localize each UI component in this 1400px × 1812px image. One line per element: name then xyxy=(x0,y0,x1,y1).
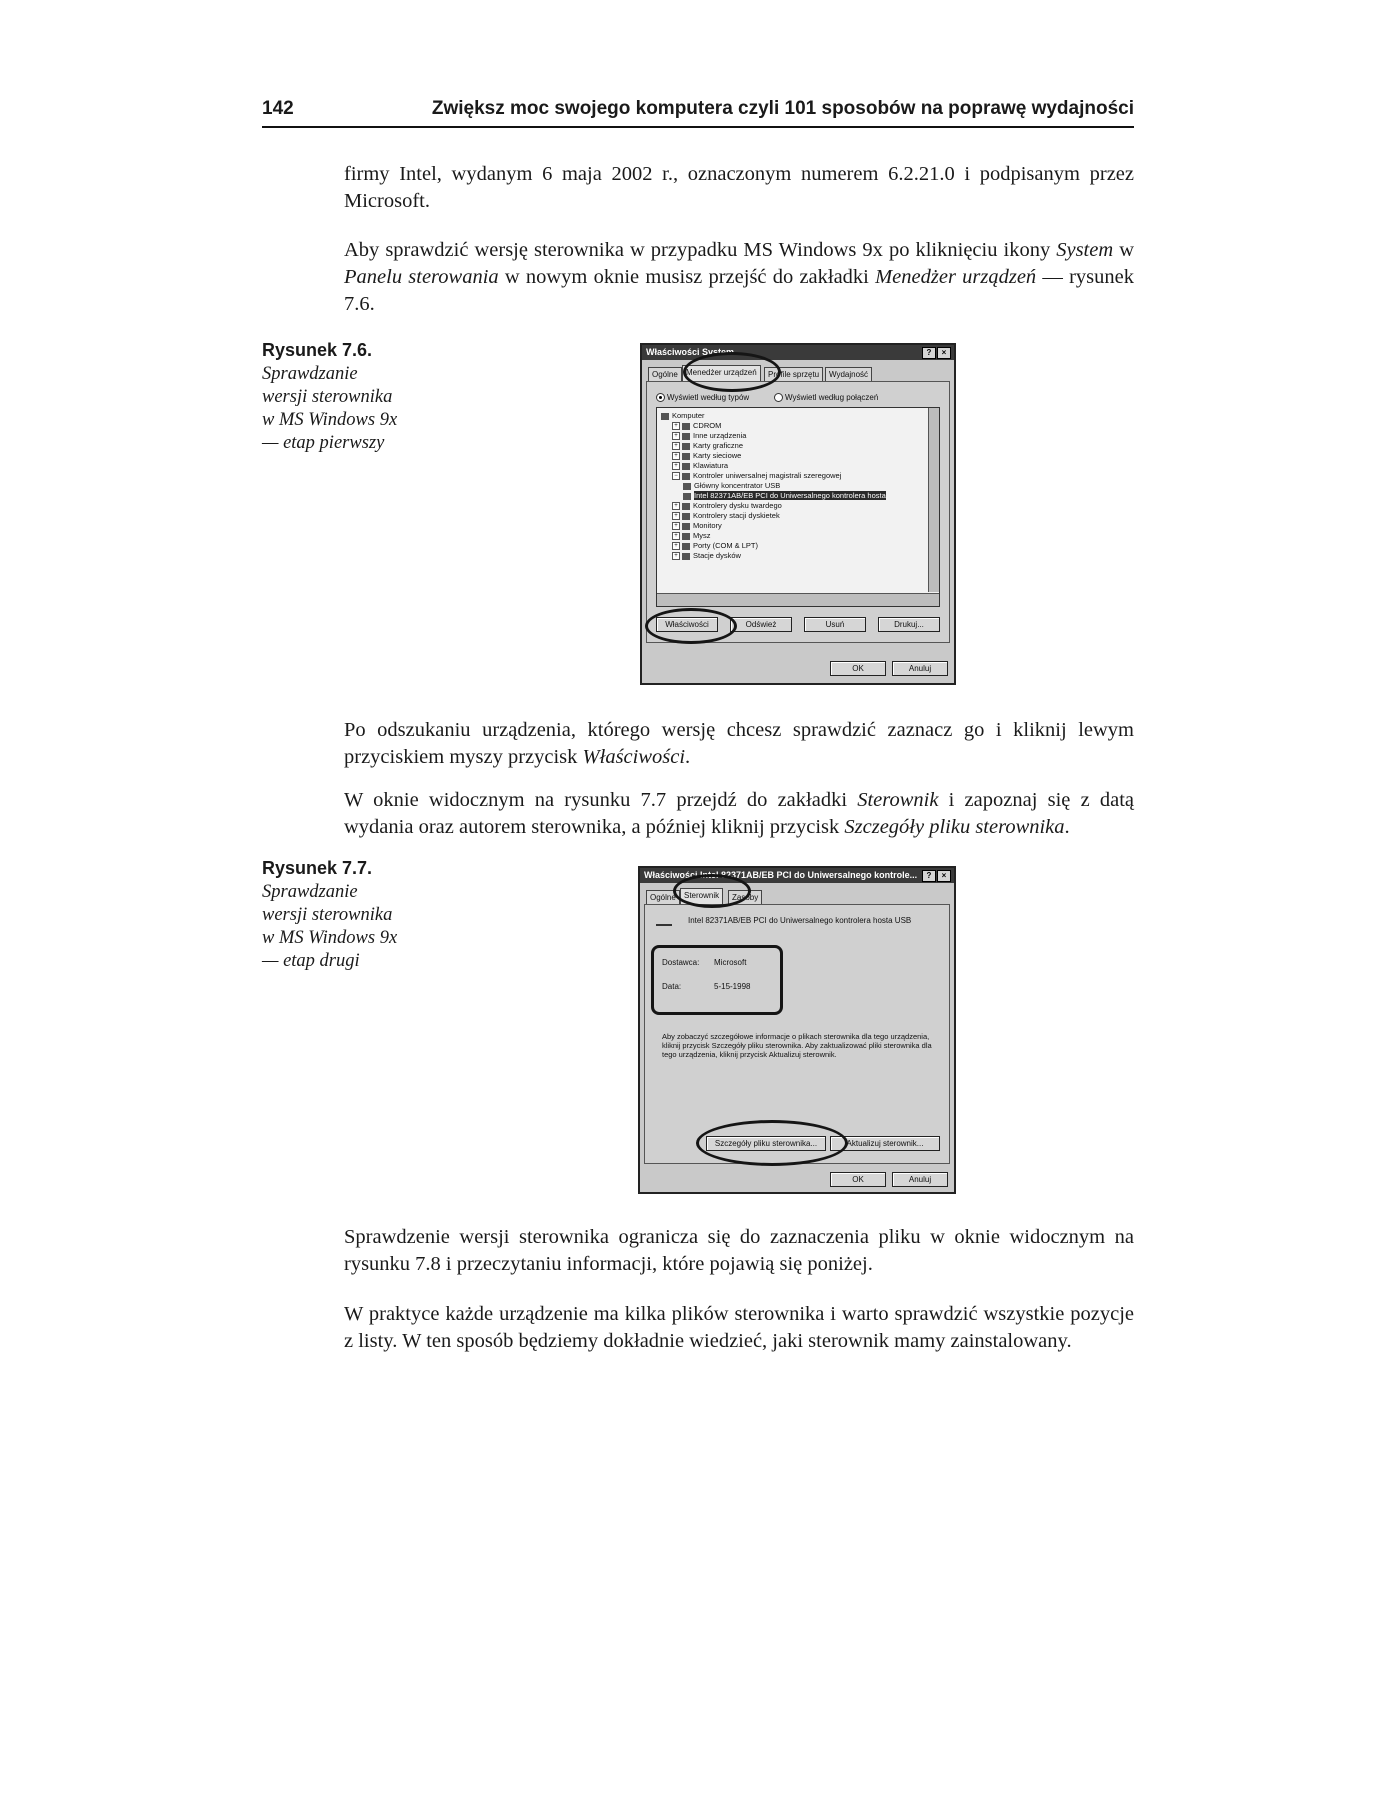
device-tree-label: Komputer xyxy=(672,411,705,420)
device-tree-label: Karty graficzne xyxy=(693,441,744,450)
radio-label: Wyświetl według połączeń xyxy=(785,393,879,402)
device-icon xyxy=(682,503,690,510)
device-tree-item[interactable] xyxy=(672,501,782,510)
device-icon xyxy=(682,523,690,530)
expand-toggle-icon[interactable]: + xyxy=(672,452,680,460)
device-icon xyxy=(682,463,690,470)
device-tree-label: Główny koncentrator USB xyxy=(694,481,781,490)
device-tree-label: Stacje dysków xyxy=(693,551,741,560)
tab-driver[interactable]: Sterownik xyxy=(680,888,723,904)
tab-general[interactable]: Ogólne xyxy=(648,367,682,381)
text-run: w nowym oknie musisz przejść do zakładki xyxy=(498,266,876,288)
text-run: i zapoznaj się z datą wydania oraz autorem sterownika, a później kliknij przycisk xyxy=(344,789,1135,838)
update-driver-button[interactable]: Aktualizuj sterownik... xyxy=(830,1136,940,1151)
text-run: w xyxy=(1113,239,1135,261)
print-button[interactable]: Drukuj... xyxy=(878,617,940,632)
running-header xyxy=(262,96,1134,128)
tab-hardware-profiles[interactable]: Profile sprzętu xyxy=(764,367,823,381)
device-icon xyxy=(682,513,690,520)
device-tree-label: Porty (COM & LPT) xyxy=(693,541,759,550)
book-title: Zwiększ moc swojego komputera czyli 101 sposobów na poprawę wydajności xyxy=(431,98,1134,119)
paragraph-4 xyxy=(344,787,1134,841)
expand-toggle-icon[interactable]: + xyxy=(672,542,680,550)
device-name: Intel 82371AB/EB PCI do Uniwersalnego kontrolera hosta USB xyxy=(688,916,912,925)
expand-toggle-icon[interactable]: + xyxy=(672,552,680,560)
paragraph-3 xyxy=(344,717,1134,771)
emphasis-driver: Sterownik xyxy=(857,789,939,811)
emphasis-panel: Panelu sterowania xyxy=(344,266,499,288)
driver-info-text: Aby zobaczyć szczegółowe informacje o plikach sterownika dla tego urządzenia, kliknij przycisk Szczegóły pliku sterownika. Aby zaktualizować pliki sterownika dla tego urządzenia, kliknij przycisk Aktualizuj sterownik. xyxy=(662,1032,932,1059)
device-icon xyxy=(682,553,690,560)
dialog-title: Właściwości System xyxy=(646,347,735,357)
device-tree-label: Inne urządzenia xyxy=(693,431,747,440)
emphasis-system: System xyxy=(1056,239,1114,261)
close-button[interactable]: × xyxy=(937,347,951,359)
emphasis-driver-details: Szczegóły pliku sterownika xyxy=(844,816,1065,838)
cancel-button[interactable]: Anuluj xyxy=(892,1172,948,1187)
device-tree-item[interactable] xyxy=(672,421,721,430)
paragraph-2 xyxy=(344,237,1134,318)
device-icon xyxy=(682,453,690,460)
device-tree-label: Monitory xyxy=(693,521,722,530)
remove-button[interactable]: Usuń xyxy=(804,617,866,632)
device-tree-label: Kontroler uniwersalnej magistrali szeregowej xyxy=(693,471,842,480)
figure-caption-7-7 xyxy=(262,857,422,973)
expand-toggle-icon[interactable]: + xyxy=(672,532,680,540)
properties-button[interactable]: Właściwości xyxy=(656,617,718,632)
ok-button[interactable]: OK xyxy=(830,661,886,676)
emphasis-properties: Właściwości xyxy=(582,746,686,768)
paragraph-6: W praktyce każde urządzenie ma kilka plików sterownika i warto sprawdzić wszystkie pozycje z listy. W ten sposób będziemy dokładnie wiedzieć, jaki sterownik mamy zainstalowany. xyxy=(344,1303,1134,1352)
dialog-title: Właściwości Intel 82371AB/EB PCI do Uniwersalnego kontrole... xyxy=(644,870,918,880)
text-run: W oknie widocznym na rysunku 7.7 przejdź do zakładki xyxy=(344,789,858,811)
provider-value: Microsoft xyxy=(714,958,747,967)
device-tree-item[interactable] xyxy=(683,491,886,500)
expand-toggle-icon[interactable]: + xyxy=(672,422,680,430)
radio-view-by-connection[interactable] xyxy=(774,393,878,402)
device-tree-label: Klawiatura xyxy=(693,461,729,470)
device-icon xyxy=(682,473,690,480)
expand-toggle-icon[interactable]: + xyxy=(672,462,680,470)
text-run: . xyxy=(1064,816,1070,838)
date-label: Data: xyxy=(662,982,682,991)
device-tree-label: Kontrolery dysku twardego xyxy=(693,501,782,510)
text-run: Aby sprawdzić wersję sterownika w przypadku MS Windows 9x po kliknięciu ikony xyxy=(344,239,1057,261)
figure-number: Rysunek 7.7. xyxy=(262,858,373,878)
highlight-oval-tab xyxy=(683,352,781,392)
radio-selected-icon xyxy=(656,393,665,402)
radio-label: Wyświetl według typów xyxy=(667,393,750,402)
highlight-box-provider-date xyxy=(651,945,783,1015)
device-icon xyxy=(683,483,691,490)
expand-toggle-icon[interactable]: + xyxy=(672,442,680,450)
paragraph-5: Sprawdzenie wersji sterownika ogranicza się do zaznaczenia pliku w oknie widocznym na rysunku 7.8 i przeczytaniu informacji, które pojawią się poniżej. xyxy=(344,1226,1134,1275)
expand-toggle-icon[interactable]: + xyxy=(672,432,680,440)
close-button[interactable]: × xyxy=(937,870,951,882)
device-tree-item[interactable] xyxy=(672,531,711,540)
paragraph-1: firmy Intel, wydanym 6 maja 2002 r., oznaczonym numerem 6.2.21.0 i podpisanym przez Microsoft. xyxy=(344,163,1134,212)
horizontal-scrollbar[interactable] xyxy=(657,593,940,606)
expand-toggle-icon[interactable]: + xyxy=(672,502,680,510)
figure-caption-text: Sprawdzanie wersji sterownika w MS Windows 9x — etap pierwszy xyxy=(262,364,398,453)
device-tree-item[interactable] xyxy=(672,521,722,530)
figure-caption-7-6 xyxy=(262,339,422,455)
device-tree-label: Mysz xyxy=(693,531,711,540)
expand-toggle-icon[interactable]: + xyxy=(672,512,680,520)
date-value: 5-15-1998 xyxy=(714,982,751,991)
device-icon xyxy=(682,543,690,550)
tab-device-manager[interactable]: Menedżer urządzeń xyxy=(682,365,761,381)
highlight-oval-driver-tab xyxy=(673,874,751,908)
tab-general[interactable]: Ogólne xyxy=(646,890,680,904)
expand-toggle-icon[interactable]: − xyxy=(672,472,680,480)
device-tree-label: Intel 82371AB/EB PCI do Uniwersalnego kontrolera hosta xyxy=(694,491,886,500)
device-tree-label: Kontrolery stacji dyskietek xyxy=(693,511,780,520)
device-tree-item[interactable] xyxy=(672,541,758,550)
driver-details-button[interactable]: Szczegóły pliku sterownika... xyxy=(706,1136,826,1151)
text-run: Po odszukaniu urządzenia, którego wersję chcesz sprawdzić zaznacz go i kliknij lewym przyciskiem myszy przycisk xyxy=(344,719,1134,768)
device-tree[interactable] xyxy=(656,407,940,607)
radio-view-by-type[interactable] xyxy=(656,393,749,402)
dialog-titlebar xyxy=(642,345,954,360)
emphasis-device-manager: Menedżer urządzeń xyxy=(875,266,1037,288)
device-tree-item[interactable] xyxy=(672,431,746,440)
page-number: 142 xyxy=(262,98,294,119)
device-tree-item[interactable] xyxy=(672,511,780,520)
help-button[interactable]: ? xyxy=(922,870,936,882)
radio-empty-icon xyxy=(774,393,783,402)
device-tree-item[interactable] xyxy=(672,471,841,480)
text-run: . xyxy=(685,746,691,768)
device-tree-item[interactable] xyxy=(672,441,743,450)
device-icon xyxy=(661,413,669,420)
device-icon xyxy=(683,493,691,500)
device-tree-label: CDROM xyxy=(693,421,722,430)
device-tree-item[interactable] xyxy=(661,411,705,420)
cancel-button[interactable]: Anuluj xyxy=(892,661,948,676)
device-icon xyxy=(682,533,690,540)
text-run: — rysunek 7.6. xyxy=(344,266,1134,315)
ok-button[interactable]: OK xyxy=(830,1172,886,1187)
highlight-oval-properties xyxy=(645,608,737,644)
tab-performance[interactable]: Wydajność xyxy=(825,367,872,381)
refresh-button[interactable]: Odśwież xyxy=(730,617,792,632)
figure-number: Rysunek 7.6. xyxy=(262,340,373,360)
device-tree-item[interactable] xyxy=(672,461,728,470)
vertical-scrollbar[interactable] xyxy=(928,408,939,592)
device-tree-item[interactable] xyxy=(683,481,780,490)
device-tree-label: Karty sieciowe xyxy=(693,451,742,460)
figure-caption-text: Sprawdzanie wersji sterownika w MS Windows 9x — etap drugi xyxy=(262,882,398,971)
device-icon xyxy=(682,433,690,440)
expand-toggle-icon[interactable]: + xyxy=(672,522,680,530)
usb-icon xyxy=(656,916,672,926)
help-button[interactable]: ? xyxy=(922,347,936,359)
device-icon xyxy=(682,423,690,430)
device-icon xyxy=(682,443,690,450)
highlight-oval-details-button xyxy=(696,1120,848,1166)
tab-resources[interactable]: Zasoby xyxy=(728,890,762,904)
device-tree-item[interactable] xyxy=(672,551,741,560)
device-tree-item[interactable] xyxy=(672,451,741,460)
provider-label: Dostawca: xyxy=(662,958,700,967)
